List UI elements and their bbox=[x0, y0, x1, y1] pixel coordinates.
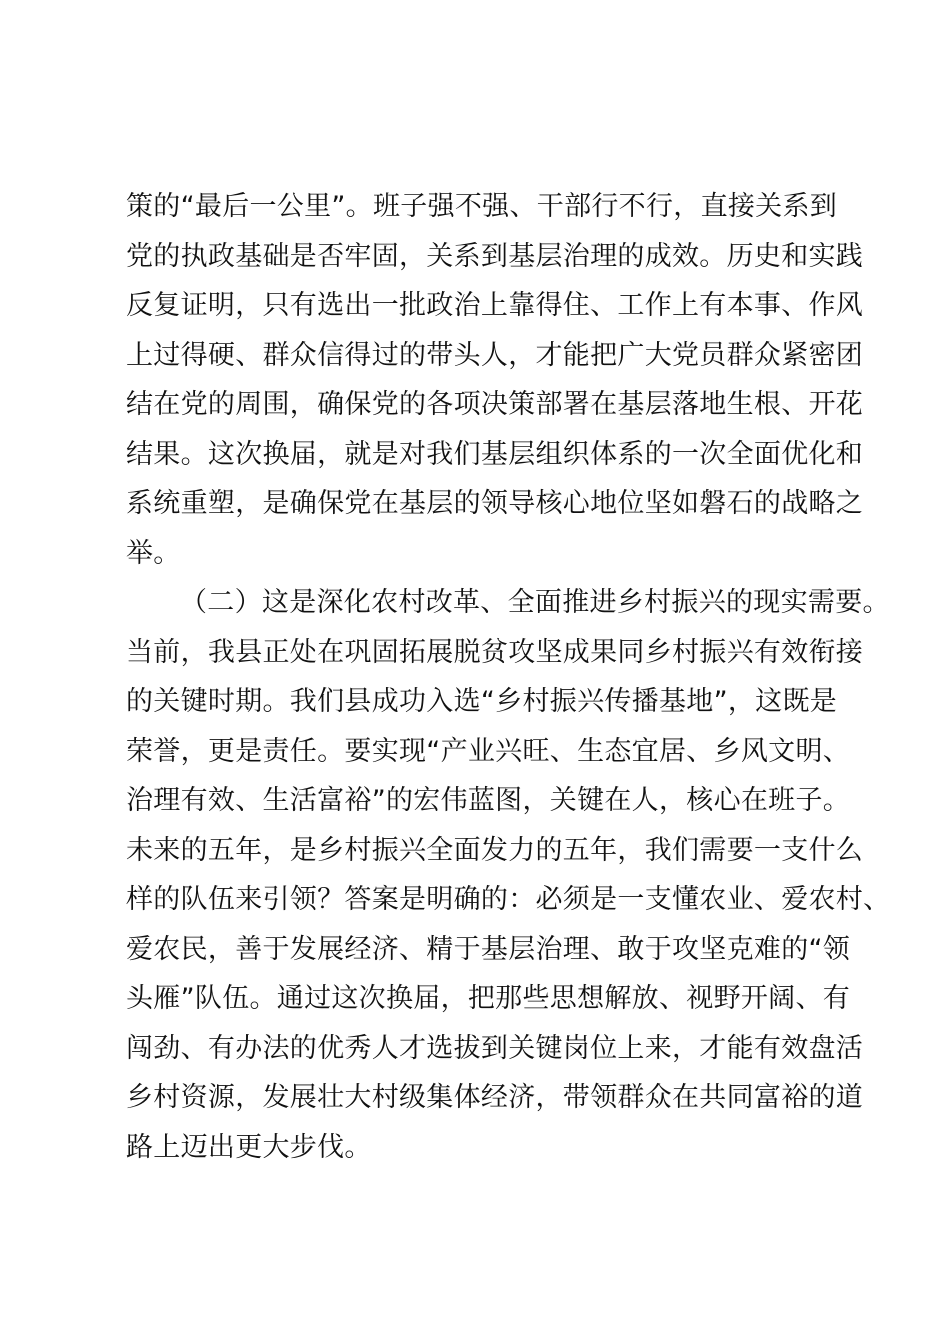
paragraph-line: 反复证明，只有选出一批政治上靠得住、工作上有本事、作风 bbox=[126, 290, 864, 321]
paragraph-line: 未来的五年，是乡村振兴全面发力的五年，我们需要一支什么 bbox=[126, 834, 864, 866]
paragraph-line: 结在党的周围，确保党的各项决策部署在基层落地生根、开花 bbox=[126, 389, 864, 420]
paragraph-line: 举。 bbox=[126, 537, 181, 569]
paragraph-line: 结果。这次换届，就是对我们基层组织体系的一次全面优化和 bbox=[126, 438, 864, 470]
paragraph-line: 爱农民，善于发展经济、精于基层治理、敢于攻坚克难的“领 bbox=[126, 933, 851, 965]
paragraph-line: 系统重塑，是确保党在基层的领导核心地位坚如磐石的战略之 bbox=[126, 488, 864, 519]
paragraph-1 bbox=[126, 182, 864, 578]
paragraph-line: 乡村资源，发展壮大村级集体经济，带领群众在共同富裕的道 bbox=[126, 1082, 864, 1113]
paragraph-line: 路上迈出更大步伐。 bbox=[126, 1131, 372, 1163]
paragraph-line: 样的队伍来引领？答案是明确的：必须是一支懂农业、爱农村、 bbox=[126, 884, 891, 915]
paragraph-line: 治理有效、生活富裕”的宏伟蓝图，关键在人，核心在班子。 bbox=[126, 785, 851, 816]
paragraph-line: 党的执政基础是否牢固，关系到基层治理的成效。历史和实践 bbox=[126, 240, 864, 272]
paragraph-line: 当前，我县正处在巩固拓展脱贫攻坚成果同乡村振兴有效衔接 bbox=[126, 636, 864, 668]
paragraph-2 bbox=[126, 578, 891, 1172]
paragraph-line: 闯劲、有办法的优秀人才选拔到关键岗位上来，才能有效盘活 bbox=[126, 1032, 864, 1064]
section-heading-line: （二）这是深化农村改革、全面推进乡村振兴的现实需要。 bbox=[180, 587, 890, 618]
paragraph-line: 策的“最后一公里”。班子强不强、干部行不行，直接关系到 bbox=[126, 191, 838, 222]
paragraph-line: 荣誉，更是责任。要实现“产业兴旺、生态宜居、乡风文明、 bbox=[126, 735, 851, 767]
paragraph-line: 上过得硬、群众信得过的带头人，才能把广大党员群众紧密团 bbox=[126, 339, 864, 371]
paragraph-line: 的关键时期。我们县成功入选“乡村振兴传播基地”，这既是 bbox=[126, 686, 838, 717]
paragraph-line: 头雁”队伍。通过这次换届，把那些思想解放、视野开阔、有 bbox=[126, 983, 851, 1014]
